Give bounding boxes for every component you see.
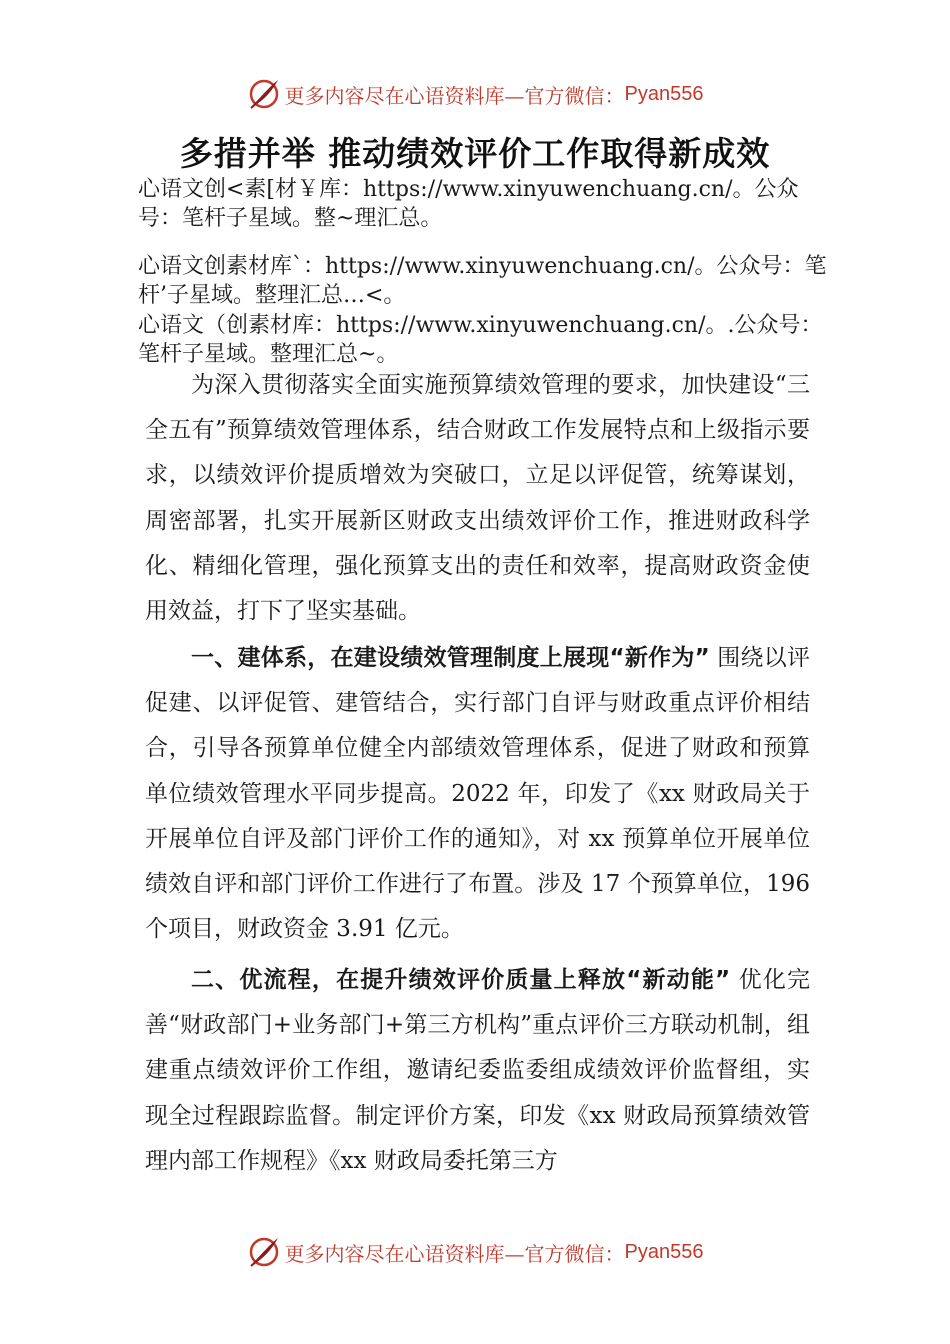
paragraph-text: 为深入贯彻落实全面实施预算绩效管理的要求，加快建设“三全五有”预算绩效管理体系，结合财政工作发展特点和上级指示要求，以绩效评价提质增效为突破口，立足以评促管，统筹谋划，周密部署，扎实开展新区财政支出绩效评价工作，推进财政科学化、精细化管理，强化预算支出的责任和效率，提高财政资金使用效益，打下了坚实基础。 <box>145 372 810 625</box>
banner-text: 更多内容尽在心语资料库—官方微信： <box>284 83 625 108</box>
body-paragraph-intro <box>145 363 810 634</box>
banner-wechat-id: Pyan556 <box>624 1240 704 1263</box>
footer-watermark-banner <box>0 1230 950 1274</box>
section-heading-2: 二、优流程，在提升绩效评价质量上释放“新动能” <box>191 967 731 993</box>
paragraph-text: 围绕以评促建、以评促管、建管结合，实行部门自评与财政重点评价相结合，引导各预算单位健全内部绩效管理体系，促进了财政和预算单位绩效管理水平同步提高。2022 年，印发了《xx 财政局关于开展单位自评及部门评价工作的通知》，对 xx 预算单位开展单位绩效自评和部门评价工作进行了布置。涉及 17 个预算单位，196 个项目，财政资金 3.91 亿元。 <box>145 645 811 943</box>
section-heading-1: 一、建体系，在建设绩效管理制度上展现“新作为” <box>191 645 710 671</box>
source-note-1: 心语文创<素[材￥库：https://www.xinyuwenchuang.cn/。公众号：笔杆子星域。整~理汇总。 <box>138 177 799 231</box>
source-note-2: 心语文创素材库`：https://www.xinyuwenchuang.cn/。公众号：笔杆’子星域。整理汇总…<。 <box>138 254 827 308</box>
document-title: 多措并举 推动绩效评价工作取得新成效 <box>179 134 771 173</box>
paragraph-text: 优化完善“财政部门+业务部门+第三方机构”重点评价三方联动机制，组建重点绩效评价工作组，邀请纪委监委组成绩效评价监督组，实现全过程跟踪监督。制定评价方案，印发《xx 财政局预算绩效管理内部工作规程》《xx 财政局委托第三方 <box>145 967 811 1174</box>
header-watermark-banner <box>0 72 950 116</box>
banner-text: 更多内容尽在心语资料库—官方微信： <box>284 1241 625 1266</box>
body-paragraph-section-2 <box>145 958 810 1184</box>
banner-wechat-id: Pyan556 <box>624 82 704 105</box>
source-note-3: 心语文（创素材库：https://www.xinyuwenchuang.cn/。.公众号：笔杆子星域。整理汇总~。 <box>138 313 823 367</box>
quill-logo-icon <box>247 77 281 111</box>
body-paragraph-section-1 <box>145 636 810 952</box>
quill-logo-icon <box>247 1235 281 1269</box>
